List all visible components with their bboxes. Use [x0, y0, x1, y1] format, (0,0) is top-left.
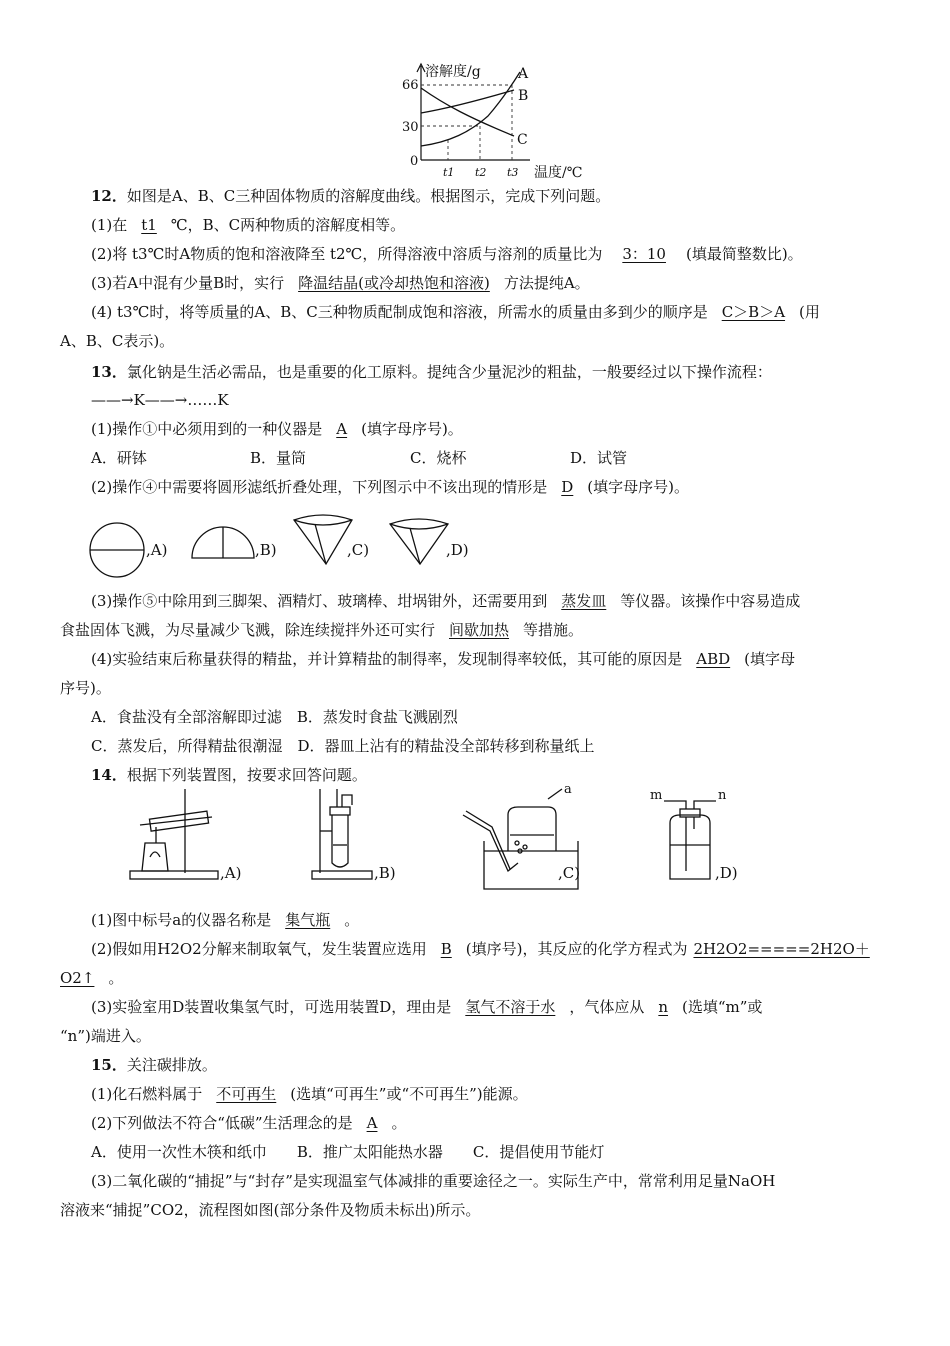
- apparatus-label-m: m: [650, 788, 663, 803]
- q14-p2-pre: (2)假如用H2O2分解来制取氧气，发生装置应选用: [91, 940, 427, 958]
- filter-fig-d-label: ,D): [446, 541, 469, 559]
- q14-p3-mid: ，气体应从: [569, 998, 645, 1016]
- q14-p2-mid: (填序号)，其反应的化学方程式为: [465, 940, 688, 958]
- q15-p1-pre: (1)化石燃料属于: [91, 1085, 203, 1103]
- apparatus-a-label: ,A): [220, 864, 242, 882]
- apparatus-d-label: ,D): [715, 864, 738, 882]
- q15-part2: [91, 1113, 406, 1133]
- q15-p2-pre: (2)下列做法不符合“低碳”生活理念的是: [91, 1114, 353, 1132]
- q12-part1: [91, 215, 405, 235]
- q14-p3-post: (选填“m”或: [682, 998, 763, 1016]
- chart-guides: [421, 85, 512, 160]
- q15-p2-answer: A: [366, 1114, 378, 1132]
- q12-part2: [91, 244, 803, 264]
- q13-p4-pre: (4)实验结束后称量获得的精盐，并计算精盐的制得率，发现制得率较低，其可能的原因是: [91, 650, 683, 668]
- filter-fig-c-label: ,C): [347, 541, 370, 559]
- q15-options: A．使用一次性木筷和纸巾 B．推广太阳能热水器 C．提倡使用节能灯: [91, 1143, 605, 1161]
- q14-p2-line2-post: 。: [108, 969, 124, 987]
- q12-p2-answer: 3：10: [622, 245, 666, 263]
- q14-part2-line2: [60, 968, 123, 988]
- q13-flow: ——→K——→……K: [91, 391, 229, 409]
- apparatus-b-label: ,B): [374, 864, 396, 882]
- q12-part4-line2: A、B、C表示)。: [60, 332, 175, 350]
- q13-part2: [91, 477, 689, 497]
- apparatus-c-label: ,C): [558, 864, 581, 882]
- q12-p1-post: ℃，B、C两种物质的溶解度相等。: [170, 216, 406, 234]
- q12-p4-pre: (4) t3℃时，将等质量的A、B、C三种物质配制成饱和溶液，所需水的质量由多到少的顺序是: [91, 303, 708, 321]
- q13-p4-answer: ABD: [696, 650, 731, 668]
- q12-part4: [91, 302, 820, 322]
- apparatus-label-n: n: [718, 788, 727, 803]
- chart-t2: t2: [475, 166, 487, 179]
- q14-p1-post: 。: [344, 911, 360, 929]
- q14-p3-answer2: n: [658, 998, 669, 1016]
- q12-p1-answer: t1: [141, 216, 157, 234]
- q14-part2: [91, 939, 876, 959]
- apparatus-figures: [0, 782, 950, 895]
- curve-a: [421, 72, 520, 146]
- q12-stem-text: 如图是A、B、C三种固体物质的溶解度曲线。根据图示，完成下列问题。: [126, 187, 611, 205]
- q15-p1-answer: 不可再生: [216, 1085, 277, 1103]
- apparatus-label-a: a: [564, 782, 572, 797]
- chart-t3: t3: [507, 166, 519, 179]
- q13-p4-post: (填字母: [744, 650, 796, 668]
- q13-part4: [91, 649, 795, 669]
- filter-fig-b-label: ,B): [255, 541, 277, 559]
- q14-p2-equation: 2H2O2=====2H2O＋: [693, 940, 870, 958]
- q13-part4-line2: 序号)。: [60, 679, 111, 697]
- q13-p2-post: (填字母序号)。: [587, 478, 690, 496]
- q14-part3: [91, 997, 762, 1017]
- q12-part3: [91, 273, 590, 293]
- apparatus-b: [312, 789, 372, 879]
- solubility-chart: [0, 0, 950, 190]
- q13-opt1-a: A．研钵: [91, 449, 147, 467]
- q14-p2-answer: B: [440, 940, 452, 958]
- curve-b-label: B: [518, 88, 529, 104]
- q13-opt1-c: C．烧杯: [410, 449, 467, 467]
- q14-stem-text: 根据下列装置图，按要求回答问题。: [126, 766, 367, 784]
- q12-p2-pre: (2)将 t3℃时A物质的饱和溶液降至 t2℃，所得溶液中溶质与溶剂的质量比为: [91, 245, 603, 263]
- curve-a-label: A: [518, 66, 529, 82]
- q12-stem: [91, 186, 610, 206]
- q12-p2-post: (填最简整数比)。: [685, 245, 803, 263]
- q12-p1-pre: (1)在: [91, 216, 128, 234]
- q13-opt4-cd: C．蒸发后，所得精盐很潮湿 D．器皿上沾有的精盐没全部转移到称量纸上: [91, 737, 595, 755]
- q14-stem: [91, 765, 367, 785]
- q14-p1-answer: 集气瓶: [285, 911, 331, 929]
- q13-opt1-d: D．试管: [570, 449, 628, 467]
- chart-ylabel: 溶解度/g: [425, 64, 481, 80]
- q15-part3-line2: 溶液来“捕捉”CO2，流程图如图(部分条件及物质未标出)所示。: [60, 1201, 481, 1219]
- q13-part1: [91, 419, 463, 439]
- q12-p3-pre: (3)若A中混有少量B时，实行: [91, 274, 285, 292]
- apparatus-a: [130, 789, 218, 879]
- q14-p2-equation-end: O2↑: [60, 969, 95, 987]
- curve-c: [421, 88, 514, 136]
- q14-part1: [91, 910, 359, 930]
- curve-c-label: C: [517, 132, 528, 148]
- q13-p1-pre: (1)操作①中必须用到的一种仪器是: [91, 420, 323, 438]
- q12-p3-post: 方法提纯A。: [503, 274, 590, 292]
- q13-opt1-b: B．量筒: [250, 449, 307, 467]
- chart-xlabel: 温度/℃: [534, 165, 583, 181]
- q13-p3-answer2: 间歇加热: [449, 621, 510, 639]
- chart-y30: 30: [402, 120, 419, 135]
- q13-p2-pre: (2)操作④中需要将圆形滤纸折叠处理，下列图示中不该出现的情形是: [91, 478, 548, 496]
- q13-number: 13．: [91, 363, 127, 381]
- q12-p4-post: (用: [799, 303, 820, 321]
- q12-p4-answer: C＞B＞A: [721, 303, 786, 321]
- q12-p3-answer: 降温结晶(或冷却热饱和溶液): [298, 274, 490, 292]
- q13-p1-post: (填字母序号)。: [361, 420, 463, 438]
- q14-p3-pre: (3)实验室用D装置收集氢气时，可选用装置D，理由是: [91, 998, 452, 1016]
- q13-stem-text: 氯化钠是生活必需品，也是重要的化工原料。提纯含少量泥沙的粗盐，一般要经过以下操作流程：: [126, 363, 772, 381]
- apparatus-d: [664, 801, 716, 879]
- q13-p2-answer: D: [561, 478, 574, 496]
- q14-p1-pre: (1)图中标号a的仪器名称是: [91, 911, 272, 929]
- q13-p3-pre: (3)操作⑤中除用到三脚架、酒精灯、玻璃棒、坩埚钳外，还需要用到: [91, 592, 548, 610]
- q15-stem: [91, 1055, 217, 1075]
- chart-origin: 0: [410, 154, 419, 169]
- q13-p3-line2-pre: 食盐固体飞溅，为尽量减少飞溅，除连续搅拌外还可实行: [60, 621, 436, 639]
- q14-p3-answer: 氢气不溶于水: [465, 998, 556, 1016]
- q15-p1-post: (选填“可再生”或“不可再生”)能源。: [290, 1085, 528, 1103]
- filter-fig-a-label: ,A): [146, 541, 168, 559]
- chart-y66: 66: [402, 78, 419, 93]
- q14-number: 14．: [91, 766, 127, 784]
- q15-part1: [91, 1084, 528, 1104]
- q15-part3: (3)二氧化碳的“捕捉”与“封存”是实现温室气体减排的重要途径之一。实际生产中，常常利用足量NaOH: [91, 1172, 776, 1190]
- q13-part3-line2: [60, 620, 583, 640]
- q13-part3: [91, 591, 800, 611]
- q15-p2-post: 。: [391, 1114, 407, 1132]
- q14-part3-line2: “n”)端进入。: [60, 1027, 151, 1045]
- q13-p3-answer: 蒸发皿: [561, 592, 607, 610]
- q15-stem-text: 关注碳排放。: [126, 1056, 217, 1074]
- q13-p3-line2-post: 等措施。: [523, 621, 584, 639]
- q13-opt4-ab: A．食盐没有全部溶解即过滤 B．蒸发时食盐飞溅剧烈: [91, 708, 458, 726]
- chart-t1: t1: [443, 166, 455, 179]
- filter-paper-figures: [0, 500, 950, 590]
- q13-p1-answer: A: [336, 420, 348, 438]
- q12-number: 12．: [91, 187, 127, 205]
- q13-p3-post: 等仪器。该操作中容易造成: [620, 592, 801, 610]
- q15-number: 15．: [91, 1056, 127, 1074]
- q13-stem: [91, 362, 772, 382]
- filter-fig-d: [390, 519, 448, 564]
